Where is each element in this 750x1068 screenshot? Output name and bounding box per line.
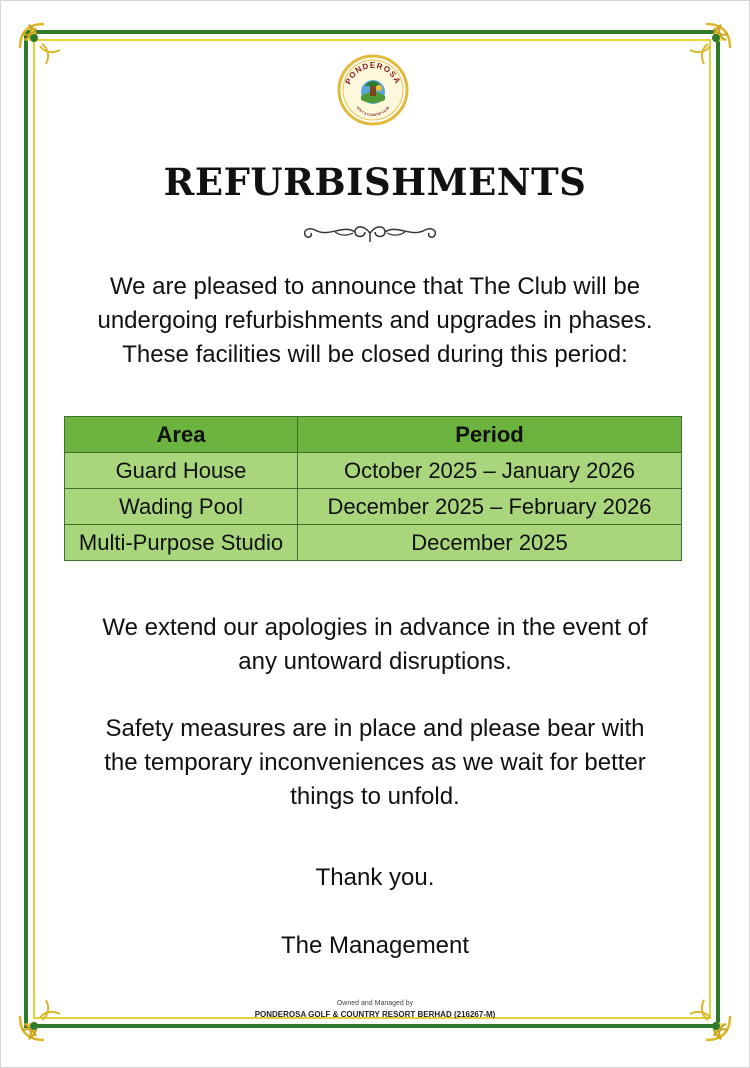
signoff-text: The Management [280, 932, 470, 959]
area-cell: Wading Pool [65, 489, 298, 525]
divider-flourish-icon [295, 220, 445, 246]
club-logo [337, 54, 409, 126]
intro-line: We are pleased to announce that The Club will be [109, 273, 641, 300]
period-cell: December 2025 [298, 525, 682, 561]
safety-paragraph [40, 712, 710, 814]
logo-subtext: GOLF & COUNTRY CLUB [355, 105, 391, 118]
footer-company: PONDEROSA GOLF & COUNTRY RESORT BERHAD (216267-M) [254, 1010, 496, 1019]
safety-line: Safety measures are in place and please bear with [105, 715, 645, 742]
closure-table [64, 416, 682, 561]
apology-line: We extend our apologies in advance in the event of [102, 614, 648, 641]
apology-paragraph [40, 611, 710, 679]
corner-ornament-icon [14, 18, 72, 76]
footer-owned-by: Owned and Managed by [336, 1000, 414, 1007]
area-cell: Multi-Purpose Studio [65, 525, 298, 561]
table-row [65, 489, 682, 525]
corner-ornament-icon [678, 18, 736, 76]
page-title: REFURBISHMENTS [163, 160, 587, 204]
period-cell: October 2025 – January 2026 [298, 453, 682, 489]
safety-line: the temporary inconveniences as we wait for better [104, 749, 646, 776]
table-row [65, 453, 682, 489]
period-header: Period [298, 417, 682, 453]
apology-line: any untoward disruptions. [238, 648, 512, 675]
intro-line: undergoing refurbishments and upgrades in phases. [97, 307, 653, 334]
period-cell: December 2025 – February 2026 [298, 489, 682, 525]
table-header-row [65, 417, 682, 453]
logo-text: PONDEROSA [343, 61, 403, 86]
area-header: Area [65, 417, 298, 453]
intro-line: These facilities will be closed during this period: [122, 341, 628, 368]
table-row [65, 525, 682, 561]
safety-line: things to unfold. [290, 783, 460, 810]
area-cell: Guard House [65, 453, 298, 489]
intro-paragraph [40, 270, 710, 372]
thank-you-text: Thank you. [315, 864, 435, 891]
